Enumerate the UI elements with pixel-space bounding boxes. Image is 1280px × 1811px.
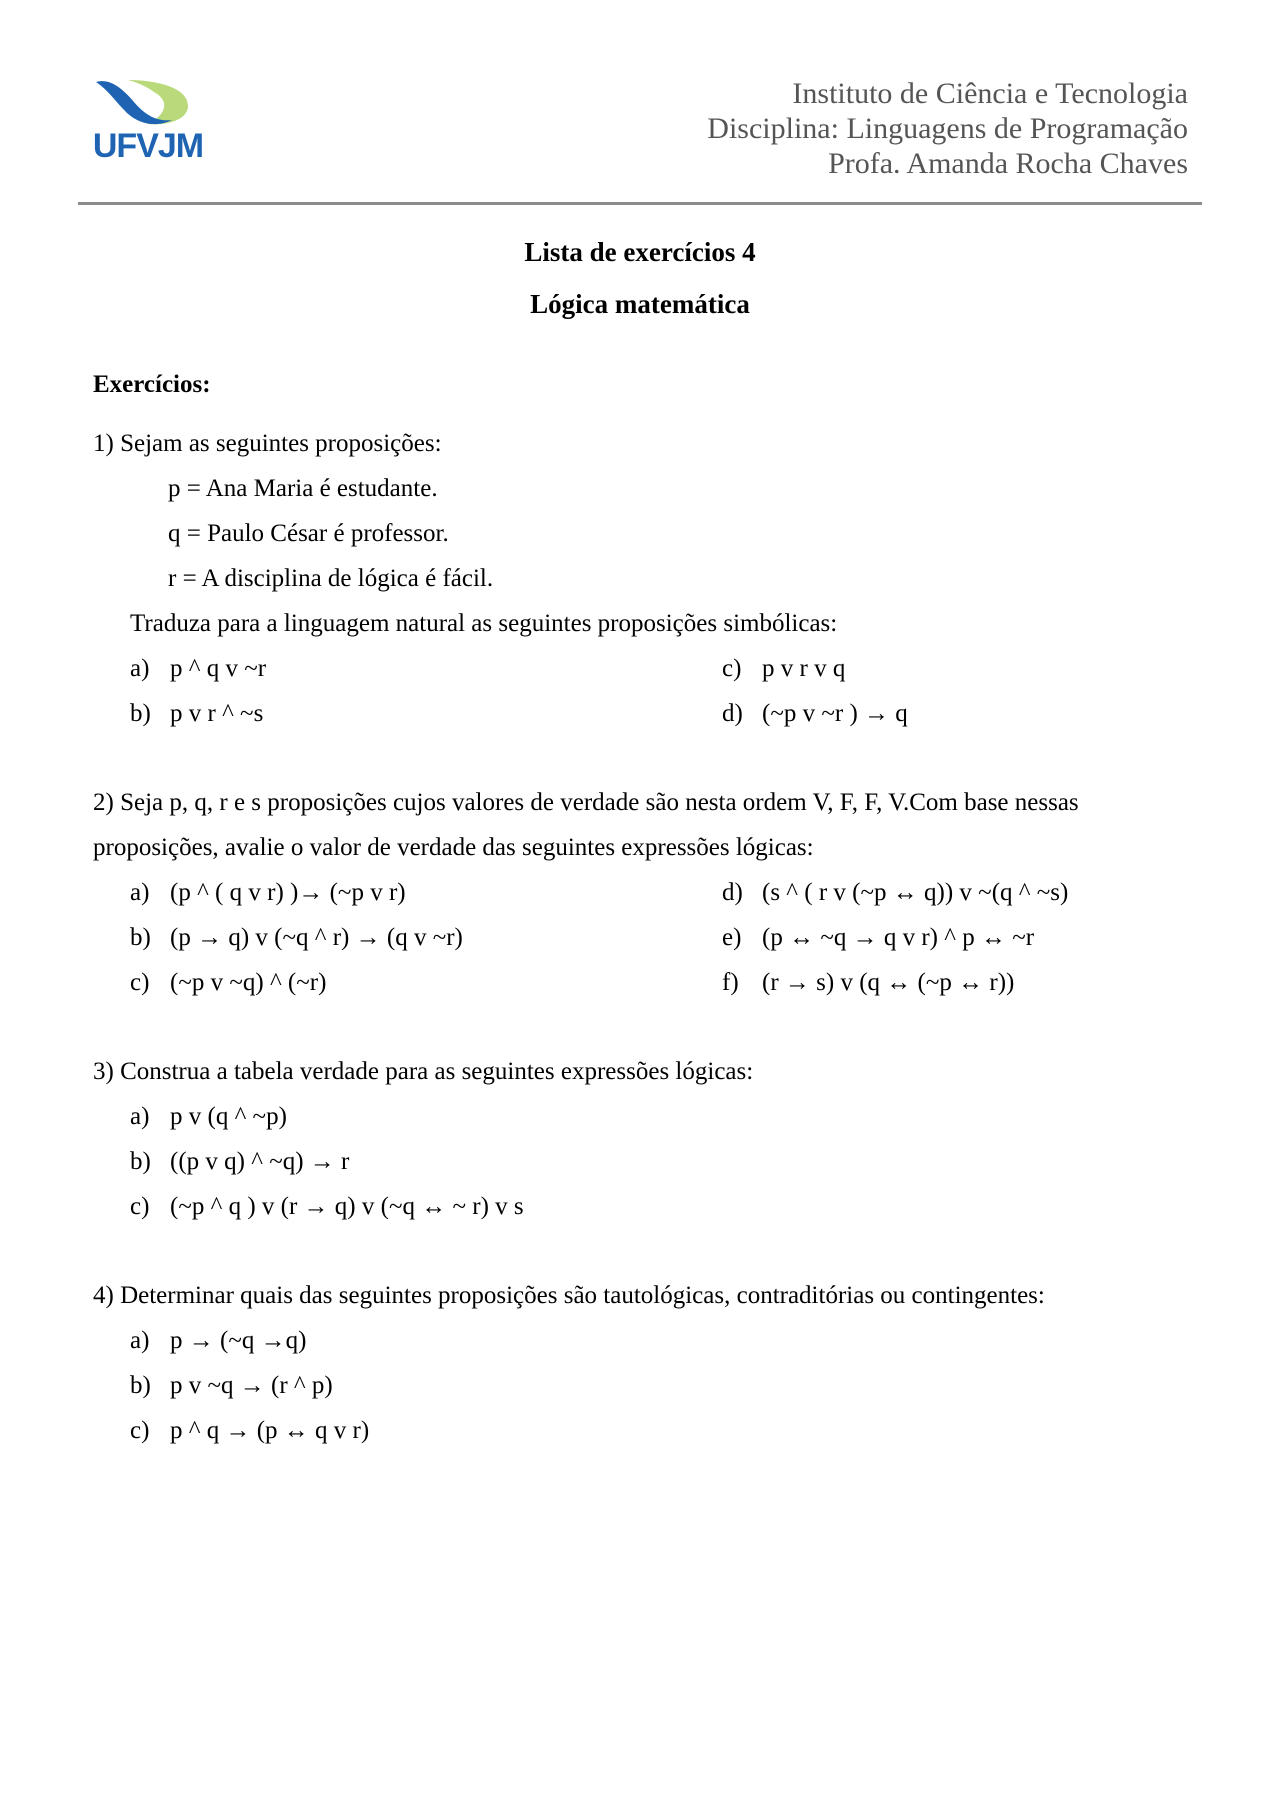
item-expression: (~p v ~q) ^ (~r) — [170, 969, 327, 996]
q2-prompt-line1: 2) Seja p, q, r e s proposições cujos valores de verdade são nesta ordem V, F, F, V.Com base nessas — [93, 789, 1079, 816]
q4-item-b — [130, 1372, 333, 1400]
section-heading: Exercícios: — [93, 371, 211, 398]
item-expression: p ^ q v ~r — [170, 655, 267, 682]
q1-def-r: r = A disciplina de lógica é fácil. — [168, 565, 494, 592]
q1-item-a — [130, 655, 266, 683]
item-expression: p → (~q →q) — [170, 1327, 307, 1354]
item-label: c) — [130, 1417, 150, 1444]
q1-prompt: 1) Sejam as seguintes proposições: — [93, 430, 442, 457]
ufvjm-logo — [92, 76, 204, 168]
item-label: b) — [130, 1148, 151, 1175]
q1-instruction: Traduza para a linguagem natural as seguintes proposições simbólicas: — [130, 610, 838, 637]
q2-item-a — [130, 879, 406, 907]
item-label: a) — [130, 1327, 150, 1354]
item-expression: p ^ q → (p ↔ q v r) — [170, 1417, 370, 1444]
item-label: a) — [130, 655, 150, 682]
item-expression: (~p v ~r ) → q — [762, 700, 908, 727]
item-expression: ((p v q) ^ ~q) → r — [170, 1148, 350, 1175]
item-label: b) — [130, 924, 151, 951]
document-title: Lista de exercícios 4 — [524, 237, 756, 267]
item-label: c) — [130, 969, 150, 996]
discipline-name: Disciplina: Linguagens de Programação — [707, 112, 1188, 145]
item-label: c) — [130, 1193, 150, 1220]
item-label: b) — [130, 700, 151, 727]
item-expression: (~p ^ q ) v (r → q) v (~q ↔ ~ r) v s — [170, 1193, 524, 1220]
q2-item-e — [722, 924, 1034, 952]
q1-item-d — [722, 700, 908, 728]
item-label: f) — [722, 969, 739, 996]
item-expression: p v r v q — [762, 655, 846, 682]
q3-item-b — [130, 1148, 349, 1176]
item-label: a) — [130, 1103, 150, 1130]
q4-item-c — [130, 1417, 369, 1445]
item-label: d) — [722, 879, 743, 906]
professor-name: Profa. Amanda Rocha Chaves — [828, 147, 1188, 180]
q2-item-b — [130, 924, 463, 952]
item-label: a) — [130, 879, 150, 906]
q2-item-d — [722, 879, 1068, 907]
item-expression: p v ~q → (r ^ p) — [170, 1372, 333, 1399]
q2-item-f — [722, 969, 1014, 997]
q4-item-a — [130, 1327, 306, 1355]
item-expression: (p → q) v (~q ^ r) → (q v ~r) — [170, 924, 463, 951]
item-expression: (p ↔ ~q → q v r) ^ p ↔ ~r — [762, 924, 1035, 951]
header-info — [707, 76, 1188, 181]
q3-prompt: 3) Construa a tabela verdade para as seguintes expressões lógicas: — [93, 1058, 754, 1085]
logo-text: UFVJM — [92, 127, 204, 165]
q4-prompt: 4) Determinar quais das seguintes proposições são tautológicas, contraditórias ou contingentes: — [93, 1282, 1045, 1309]
item-label: d) — [722, 700, 743, 727]
item-label: e) — [722, 924, 742, 951]
q1-item-c — [722, 655, 845, 683]
item-expression: (s ^ ( r v (~p ↔ q)) v ~(q ^ ~s) — [762, 879, 1069, 906]
item-label: b) — [130, 1372, 151, 1399]
item-expression: (p ^ ( q v r) )→ (~p v r) — [170, 879, 406, 906]
q3-item-c — [130, 1193, 524, 1221]
institute-name: Instituto de Ciência e Tecnologia — [792, 77, 1188, 110]
q1-def-p: p = Ana Maria é estudante. — [168, 475, 438, 502]
item-expression: p v r ^ ~s — [170, 700, 264, 727]
item-expression: p v (q ^ ~p) — [170, 1103, 287, 1130]
document-subtitle: Lógica matemática — [530, 289, 750, 319]
q2-item-c — [130, 969, 326, 997]
item-expression: (r → s) v (q ↔ (~p ↔ r)) — [762, 969, 1015, 996]
q1-item-b — [130, 700, 263, 728]
item-label: c) — [722, 655, 742, 682]
q1-def-q: q = Paulo César é professor. — [168, 520, 449, 547]
q3-item-a — [130, 1103, 287, 1131]
header-divider — [78, 202, 1202, 205]
q2-prompt-line2: proposições, avalie o valor de verdade das seguintes expressões lógicas: — [93, 834, 814, 861]
